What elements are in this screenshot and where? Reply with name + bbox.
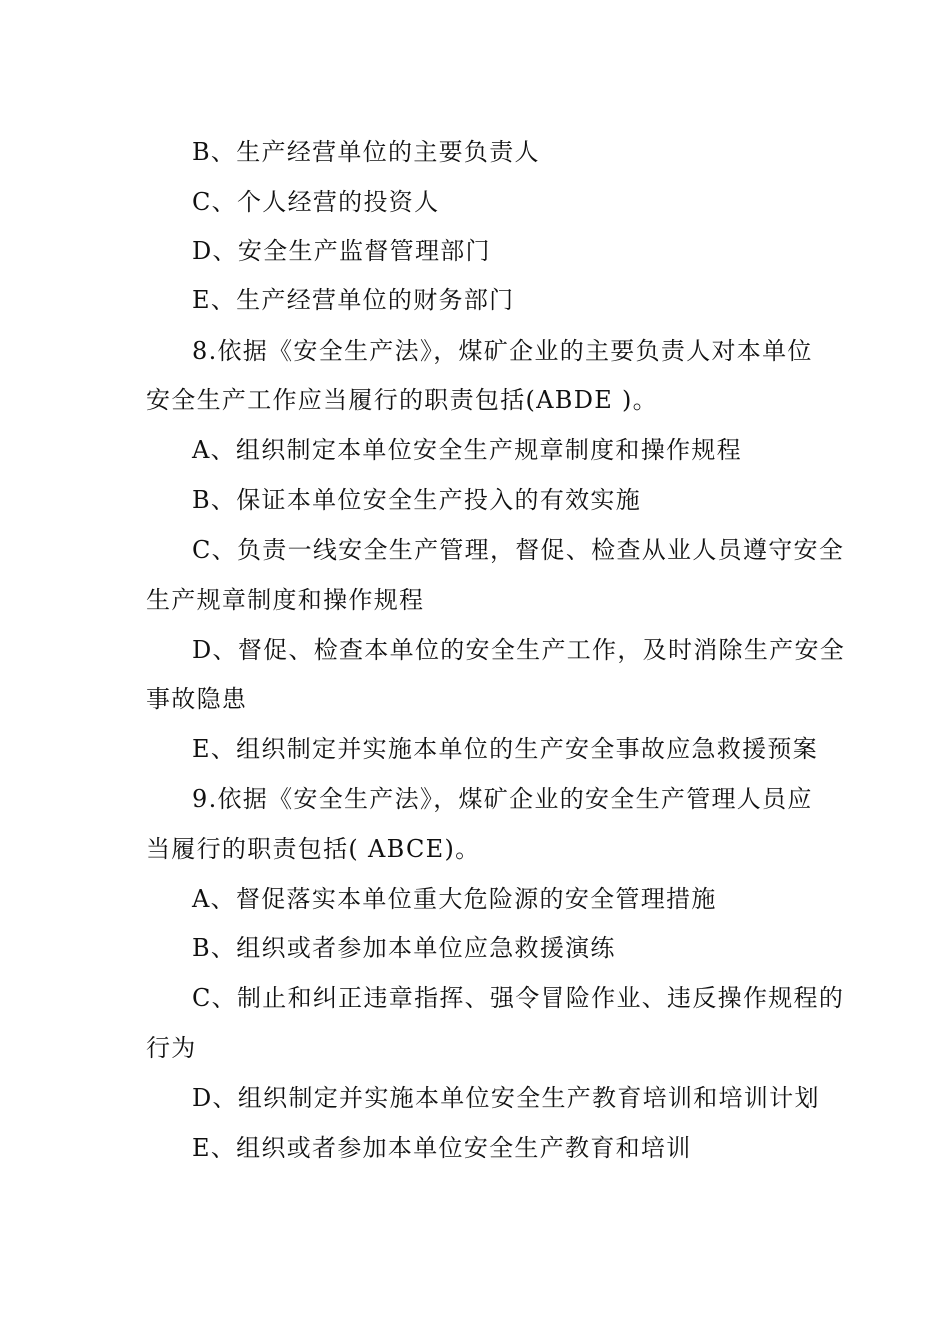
q8-option-c-line-2: 生产规章制度和操作规程 [146, 586, 425, 614]
q8-option-b-line: B、保证本单位安全生产投入的有效实施 [192, 486, 642, 514]
option-c-line: C、个人经营的投资人 [192, 188, 440, 216]
q8-option-c-line-1: C、负责一线安全生产管理，督促、检查从业人员遵守安全 [192, 536, 845, 564]
question-9-line-2: 当履行的职责包括( ABCE)。 [146, 835, 481, 863]
q9-option-c-line-1: C、制止和纠正违章指挥、强令冒险作业、违反操作规程的 [192, 984, 845, 1012]
question-9-line-1: 9.依据《安全生产法》，煤矿企业的安全生产管理人员应 [192, 785, 813, 813]
option-d-line: D、安全生产监督管理部门 [192, 237, 491, 265]
q9-option-e-line: E、组织或者参加本单位安全生产教育和培训 [192, 1134, 692, 1162]
question-8-line-2: 安全生产工作应当履行的职责包括(ABDE )。 [146, 386, 658, 414]
question-8-line-1: 8.依据《安全生产法》，煤矿企业的主要负责人对本单位 [192, 337, 813, 365]
option-e-line: E、生产经营单位的财务部门 [192, 286, 515, 314]
q9-option-a-line: A、督促落实本单位重大危险源的安全管理措施 [192, 885, 717, 913]
q8-option-d-line-1: D、督促、检查本单位的安全生产工作，及时消除生产安全 [192, 636, 846, 664]
q8-option-a-line: A、组织制定本单位安全生产规章制度和操作规程 [192, 436, 742, 464]
q9-option-b-line: B、组织或者参加本单位应急救援演练 [192, 934, 616, 962]
q9-option-c-line-2: 行为 [146, 1034, 197, 1062]
q8-option-e-line: E、组织制定并实施本单位的生产安全事故应急救援预案 [192, 735, 819, 763]
q8-option-d-line-2: 事故隐患 [146, 685, 248, 713]
option-b-line: B、生产经营单位的主要负责人 [192, 138, 540, 166]
q9-option-d-line: D、组织制定并实施本单位安全生产教育培训和培训计划 [192, 1084, 820, 1112]
